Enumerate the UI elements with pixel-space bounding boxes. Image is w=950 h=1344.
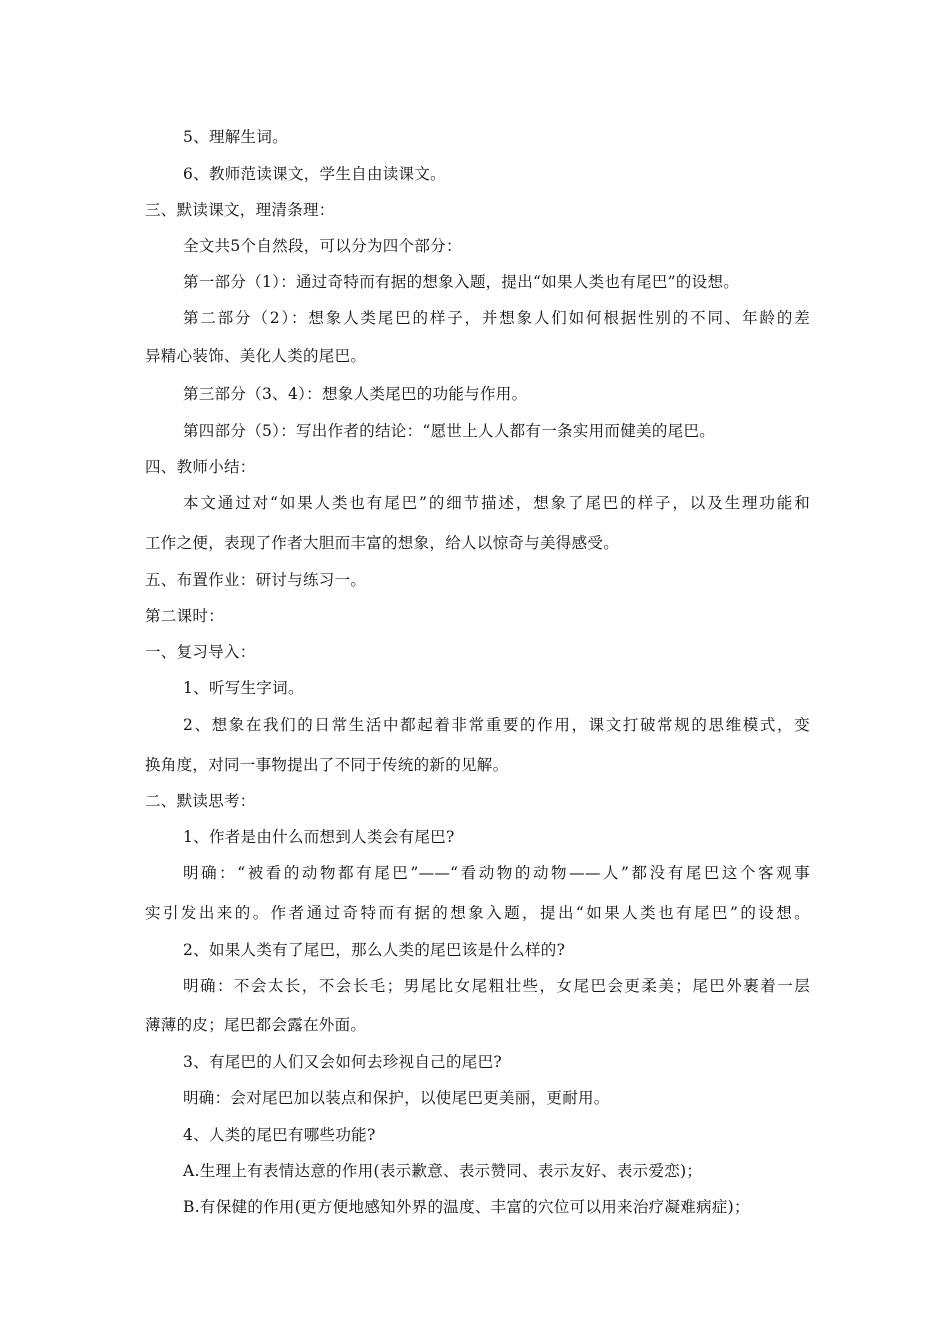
text-line-16: 1、听写生字词。 — [183, 679, 304, 697]
text-line-8: 第三部分（3、4）：想象人类尾巴的功能与作用。 — [183, 385, 528, 403]
section-heading-15: 一、复习导入： — [145, 643, 256, 661]
section-heading-13: 五、布置作业：研讨与练习一。 — [145, 571, 367, 589]
text-line-29: A.生理上有表情达意的作用(表示歉意、表示赞同、表示友好、表示爱恋)； — [183, 1162, 703, 1180]
text-line-18: 换角度，对同一事物提出了不同于传统的新的见解。 — [145, 756, 509, 774]
text-line-1: 5、理解生词。 — [183, 128, 288, 146]
text-line-23: 2、如果人类有了尾巴，那么人类的尾巴该是什么样的? — [183, 941, 566, 959]
section-heading-3: 三、默读课文，理清条理： — [145, 201, 335, 219]
lesson-heading-14: 第二课时： — [145, 607, 225, 625]
text-line-9: 第四部分（5）：写出作者的结论：“愿世上人人都有一条实用而健美的尾巴。 — [183, 422, 716, 440]
text-line-28: 4、人类的尾巴有哪些功能? — [183, 1126, 376, 1144]
text-line-12: 工作之便，表现了作者大胆而丰富的想象，给人以惊奇与美得感受。 — [145, 534, 620, 552]
text-line-11: 本文通过对“如果人类也有尾巴”的细节描述，想象了尾巴的样子，以及生理功能和 — [183, 494, 810, 512]
text-line-21: 明确：“被看的动物都有尾巴”——“看动物的动物——人”都没有尾巴这个客观事 — [183, 864, 810, 882]
text-line-30: B.有保健的作用(更方便地感知外界的温度、丰富的穴位可以用来治疗凝难病症)； — [183, 1198, 750, 1216]
text-line-20: 1、作者是由什么而想到人类会有尾巴? — [183, 828, 455, 846]
text-line-2: 6、教师范读课文，学生自由读课文。 — [183, 165, 446, 183]
text-line-22: 实引发出来的。作者通过奇特而有据的想象入题，提出“如果人类也有尾巴”的设想。 — [145, 904, 810, 922]
text-line-24: 明确：不会太长，不会长毛；男尾比女尾粗壮些，女尾巴会更柔美；尾巴外裹着一层 — [183, 977, 810, 995]
text-line-26: 3、有尾巴的人们又会如何去珍视自己的尾巴? — [183, 1053, 502, 1071]
text-line-25: 薄薄的皮；尾巴都会露在外面。 — [145, 1016, 367, 1034]
section-heading-10: 四、教师小结： — [145, 458, 256, 476]
text-line-6: 第二部分（2）：想象人类尾巴的样子，并想象人们如何根据性别的不同、年龄的差 — [183, 309, 810, 327]
section-heading-19: 二、默读思考： — [145, 792, 256, 810]
text-line-17: 2、想象在我们的日常生活中都起着非常重要的作用，课文打破常规的思维模式，变 — [183, 716, 810, 734]
text-line-4: 全文共5个自然段，可以分为四个部分： — [183, 237, 462, 255]
text-line-27: 明确：会对尾巴加以装点和保护，以使尾巴更美丽，更耐用。 — [183, 1089, 610, 1107]
text-line-7: 异精心装饰、美化人类的尾巴。 — [145, 347, 367, 365]
text-line-5: 第一部分（1）：通过奇特而有据的想象入题，提出“如果人类也有尾巴”的设想。 — [183, 273, 740, 291]
